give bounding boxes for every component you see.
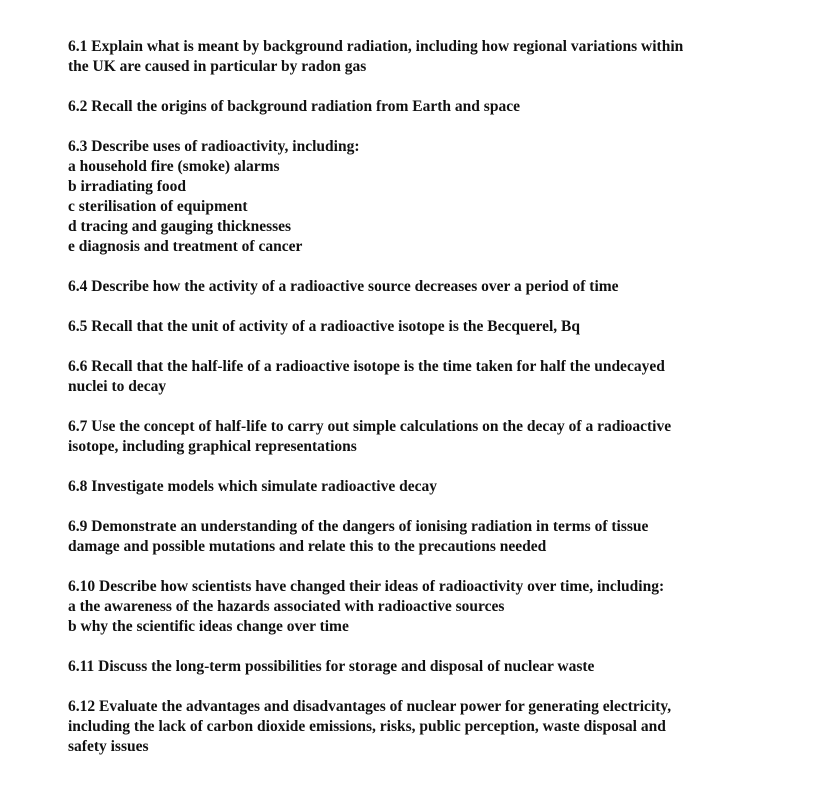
spec-line: 6.4 Describe how the activity of a radioactive source decreases over a period of time: [68, 278, 619, 295]
spec-subline: c sterilisation of equipment: [68, 198, 248, 215]
spec-line: including the lack of carbon dioxide emissions, risks, public perception, waste disposal and: [68, 718, 666, 735]
spec-item-6-9: [68, 517, 788, 557]
spec-item-6-7: [68, 417, 788, 457]
spec-item-6-10: [68, 577, 788, 637]
spec-item-6-1: [68, 37, 788, 77]
spec-line: isotope, including graphical representations: [68, 438, 357, 455]
spec-line: 6.6 Recall that the half-life of a radioactive isotope is the time taken for half the undecayed: [68, 358, 665, 375]
spec-subline: a household fire (smoke) alarms: [68, 158, 280, 175]
spec-line: 6.2 Recall the origins of background radiation from Earth and space: [68, 98, 520, 115]
spec-line: 6.10 Describe how scientists have changed their ideas of radioactivity over time, including:: [68, 578, 665, 595]
spec-line: safety issues: [68, 738, 149, 755]
spec-subline: b irradiating food: [68, 178, 186, 195]
spec-item-6-5: [68, 317, 788, 337]
spec-line: 6.8 Investigate models which simulate radioactive decay: [68, 478, 437, 495]
spec-line: the UK are caused in particular by radon gas: [68, 58, 367, 75]
spec-line: 6.1 Explain what is meant by background radiation, including how regional variations within: [68, 38, 684, 55]
spec-line: 6.9 Demonstrate an understanding of the dangers of ionising radiation in terms of tissue: [68, 518, 649, 535]
spec-subline: b why the scientific ideas change over time: [68, 618, 349, 635]
spec-item-6-3: [68, 137, 788, 257]
spec-line: 6.12 Evaluate the advantages and disadvantages of nuclear power for generating electricity,: [68, 698, 672, 715]
spec-item-6-6: [68, 357, 788, 397]
spec-subline: e diagnosis and treatment of cancer: [68, 238, 303, 255]
spec-line: nuclei to decay: [68, 378, 167, 395]
spec-item-6-12: [68, 697, 788, 757]
spec-subline: a the awareness of the hazards associated with radioactive sources: [68, 598, 505, 615]
spec-item-6-4: [68, 277, 788, 297]
spec-item-6-11: [68, 657, 788, 677]
spec-subline: d tracing and gauging thicknesses: [68, 218, 292, 235]
spec-line: damage and possible mutations and relate this to the precautions needed: [68, 538, 547, 555]
spec-item-6-2: [68, 97, 788, 117]
spec-line: 6.5 Recall that the unit of activity of a radioactive isotope is the Becquerel, Bq: [68, 318, 581, 335]
spec-line: 6.3 Describe uses of radioactivity, including:: [68, 138, 360, 155]
document-body: [68, 37, 788, 777]
spec-item-6-8: [68, 477, 788, 497]
spec-line: 6.11 Discuss the long-term possibilities for storage and disposal of nuclear waste: [68, 658, 595, 675]
spec-line: 6.7 Use the concept of half-life to carry out simple calculations on the decay of a radioactive: [68, 418, 672, 435]
